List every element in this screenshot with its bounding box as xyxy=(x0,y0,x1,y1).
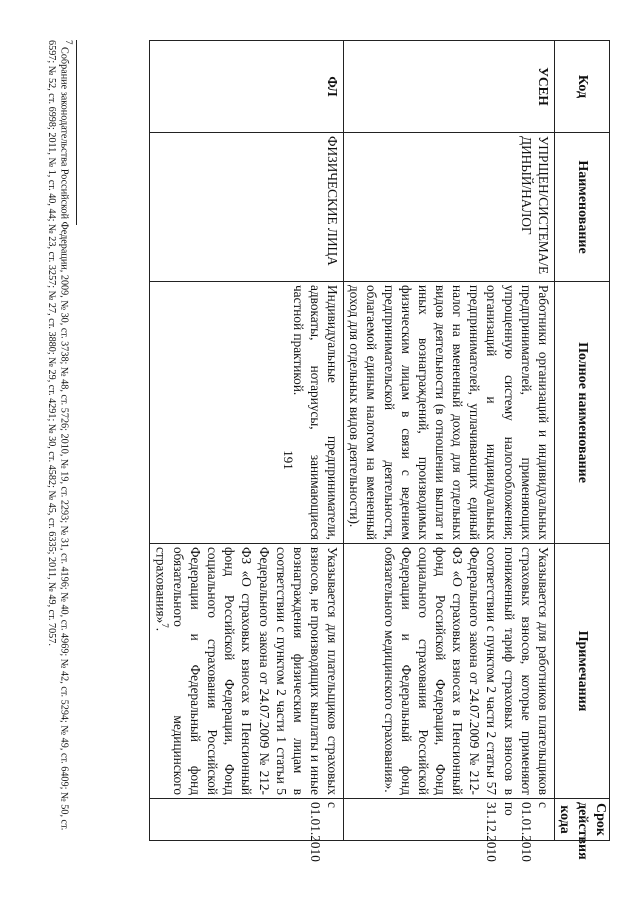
codes-table xyxy=(149,40,610,862)
row-code: УСЕН xyxy=(344,41,555,133)
row-notes xyxy=(150,544,344,799)
table-row xyxy=(150,41,344,841)
row-code: ФЛ xyxy=(150,41,344,133)
footnote-divider xyxy=(76,40,77,225)
row-period: с 01.01.2010 xyxy=(150,799,344,841)
page-number: 191 xyxy=(281,450,296,470)
row-notes xyxy=(344,544,555,799)
row-name: ФИЗИЧЕСКИЕ ЛИЦА xyxy=(150,133,344,282)
header-code: Код xyxy=(554,41,609,133)
row-full-name: Индивидуальные предприниматели, адвокаты, нотариусы, занимающиеся частной практикой. xyxy=(150,282,344,544)
table-row xyxy=(344,41,555,841)
header-full-name: Полное наименование xyxy=(554,282,609,544)
row-period: с 01.01.2010 по 31.12.2010 xyxy=(344,799,555,841)
table-header-row xyxy=(554,41,609,841)
rotated-page-content xyxy=(45,40,610,862)
footnote-text: Собрание законодательства Российской Федерации, 2009, № 30, ст. 3738; № 48, ст. 5726; 2010, № 19, ст. 2293; № 31, ст. 4196; № 40, ст. 4969; № 42, ст. 5294; № 49, ст. 6409; № 50, ст. 6597; № 52, ст. 6998; 2011, № 1, ст. 40, 44; № 23, ст. 3257; № 27, ст. 3880; № 29, ст. 4291; № 30, ст. 4582; № 45, ст. 6335; 2011, № 49, ст. 7057. xyxy=(45,40,70,831)
row-notes-text: Указывается для плательщиков страховых взносов, не производящих выплаты и иные вознаграждения физическим лицам в соответствии с пунктом 2 части 1 статьи 5 Федерального закона от 24.07.2009 № 212-ФЗ «О страховых взносах в Пенсионный фонд Российской Федерации, Фонд социального страхования Российской Федерации и Федеральный фонд обязательного медицинского страхования» xyxy=(153,547,341,795)
footnote-ref: 7 xyxy=(159,623,170,628)
footnote xyxy=(45,40,77,840)
header-notes: Примечания xyxy=(554,544,609,799)
header-name: Наименование xyxy=(554,133,609,282)
header-period: Срок действия кода xyxy=(554,799,609,841)
footnote-mark: 7 xyxy=(64,40,74,45)
row-full-name: Работники организаций и индивидуальных предпринимателей, применяющих упрощенную систему налогообложения; организаций и индивидуальных предпринимателей, уплачивающих единый налог на вмененный доход для отдельных видов деятельности (в отношении выплат и иных вознаграждений, производимых физическим лицам в связи с ведением предпринимательской деятельности, облагаемой единым налогом на вмененный доход для отдельных видов деятельности). xyxy=(344,282,555,544)
row-notes-end: . xyxy=(153,627,169,632)
row-notes-text: Указывается для работников плательщиков страховых взносов, которые применяют пониженный тариф страховых взносов в соответствии с пунктом 2 части 2 статьи 57 Федерального закона от 24.07.2009 № 212-ФЗ «О страховых взносах в Пенсионный фонд Российской Федерации, Фонд социального страхования Российской Федерации и Федеральный фонд обязательного медицинского страхования». xyxy=(381,547,551,795)
row-name: УПРЩЕН/СИСТЕМА/Е ДИНЫЙ/НАЛОГ xyxy=(344,133,555,282)
